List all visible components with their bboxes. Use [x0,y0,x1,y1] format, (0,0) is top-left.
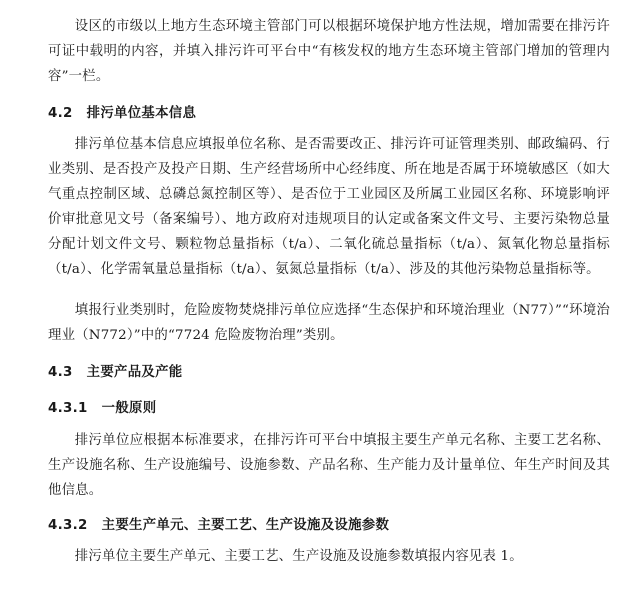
section-number: 4.3.1 [48,401,88,416]
paragraph-table-reference: 排污单位主要生产单元、主要工艺、生产设施及设施参数填报内容见表 1。 [74,549,523,564]
section-title: 主要生产单元、主要工艺、生产设施及设施参数 [101,518,390,533]
section-heading-4-3-1 [48,396,610,421]
paragraph-industry-category: 填报行业类别时，危险废物焚烧排污单位应选择“生态保护和环境治理业（N77）”“环境治理业（N772）”中的“7724 危险废物治理”类别。 [48,303,610,343]
section-title: 主要产品及产能 [86,365,183,380]
section-heading-4-3 [48,360,610,385]
section-number: 4.3 [48,365,73,380]
section-heading-4-3-2 [48,513,610,538]
paragraph-general-principle: 排污单位应根据本标准要求，在排污许可平台中填报主要生产单元名称、主要工艺名称、生产设施名称、生产设施编号、设施参数、产品名称、生产能力及计量单位、年生产时间及其他信息。 [48,433,610,498]
section-title: 排污单位基本信息 [86,106,197,121]
paragraph-basic-info: 排污单位基本信息应填报单位名称、是否需要改正、排污许可证管理类别、邮政编码、行业类别、是否投产及投产日期、生产经营场所中心经纬度、所在地是否属于环境敏感区（如大气重点控制区域、总磷总氮控制区等）、是否位于工业园区及所属工业园区名称、环境影响评价审批意见文号（备案编号）、地方政府对违规项目的认定或备案文件文号、主要污染物总量分配计划文件文号、颗粒物总量指标（t/a）、二氧化硫总量指标（t/a）、氮氧化物总量指标（t/a）、化学需氧量总量指标（t/a）、氨氮总量指标（t/a）、涉及的其他污染物总量指标等。 [48,137,610,277]
section-heading-4-2 [48,101,610,126]
section-number: 4.3.2 [48,518,88,533]
paragraph-local-authority: 设区的市级以上地方生态环境主管部门可以根据环境保护地方性法规，增加需要在排污许可证中载明的内容，并填入排污许可平台中“有核发权的地方生态环境主管部门增加的管理内容”一栏。 [48,19,610,84]
section-title: 一般原则 [101,401,157,416]
section-number: 4.2 [48,106,73,121]
